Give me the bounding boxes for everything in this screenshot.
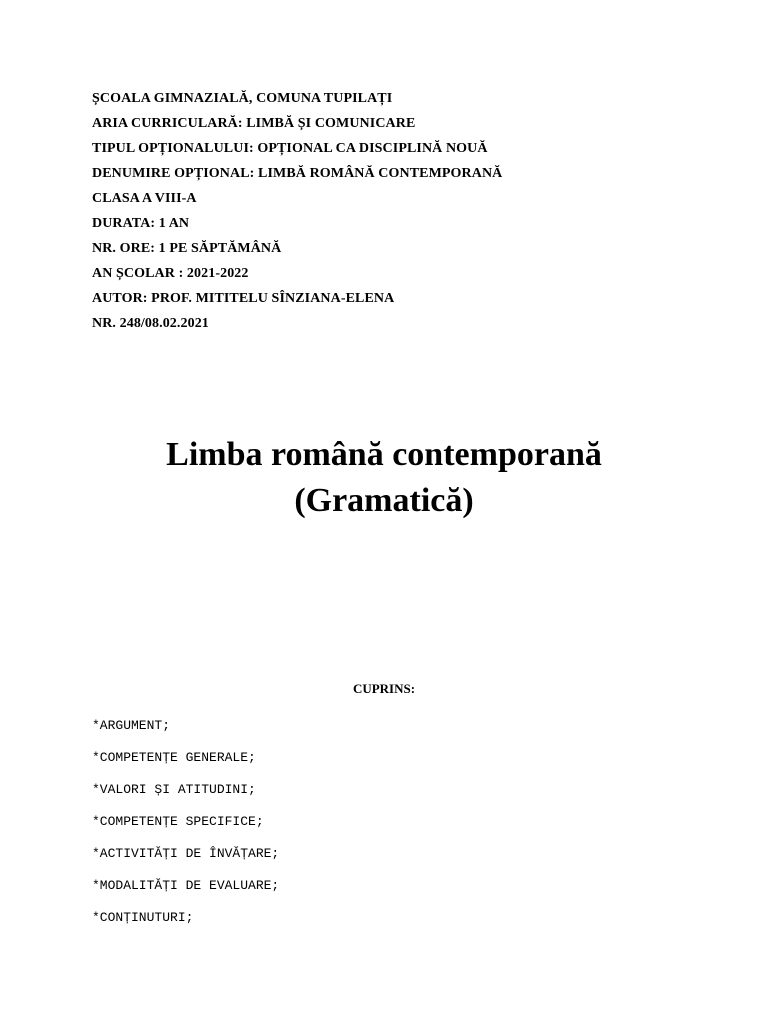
author: AUTOR: PROF. MITITELU SÎNZIANA-ELENA — [92, 291, 395, 306]
title-line-2: (Gramatică) — [294, 482, 474, 519]
registration-number: NR. 248/08.02.2021 — [92, 316, 209, 331]
contents-item-evaluation-methods: *MODALITĂȚI DE EVALUARE; — [92, 878, 280, 893]
class-grade: CLASA A VIII-A — [92, 191, 197, 206]
contents-item-contents: *CONȚINUTURI; — [92, 910, 194, 925]
title-line-1: Limba română contemporană — [166, 436, 602, 473]
contents-item-learning-activities: *ACTIVITĂȚI DE ÎNVĂȚARE; — [92, 846, 280, 861]
contents-item-specific-competences: *COMPETENȚE SPECIFICE; — [92, 814, 264, 829]
contents-heading: CUPRINS: — [352, 681, 416, 696]
school-year: AN ȘCOLAR : 2021-2022 — [92, 266, 249, 281]
optional-name: DENUMIRE OPȚIONAL: LIMBĂ ROMÂNĂ CONTEMPORANĂ — [92, 166, 503, 181]
curricular-area: ARIA CURRICULARĂ: LIMBĂ ȘI COMUNICARE — [92, 116, 416, 131]
contents-list — [92, 710, 692, 934]
contents-item-argument: *ARGUMENT; — [92, 718, 171, 733]
document-title — [0, 432, 768, 524]
hours-per-week: NR. ORE: 1 PE SĂPTĂMÂNĂ — [92, 241, 282, 256]
optional-type: TIPUL OPȚIONALULUI: OPȚIONAL CA DISCIPLINĂ NOUĂ — [92, 141, 488, 156]
duration: DURATA: 1 AN — [92, 216, 190, 231]
contents-item-general-competences: *COMPETENȚE GENERALE; — [92, 750, 256, 765]
contents-item-values-attitudes: *VALORI ȘI ATITUDINI; — [92, 782, 256, 797]
school-name: ȘCOALA GIMNAZIALĂ, COMUNA TUPILAȚI — [92, 91, 393, 106]
document-header — [92, 86, 712, 336]
